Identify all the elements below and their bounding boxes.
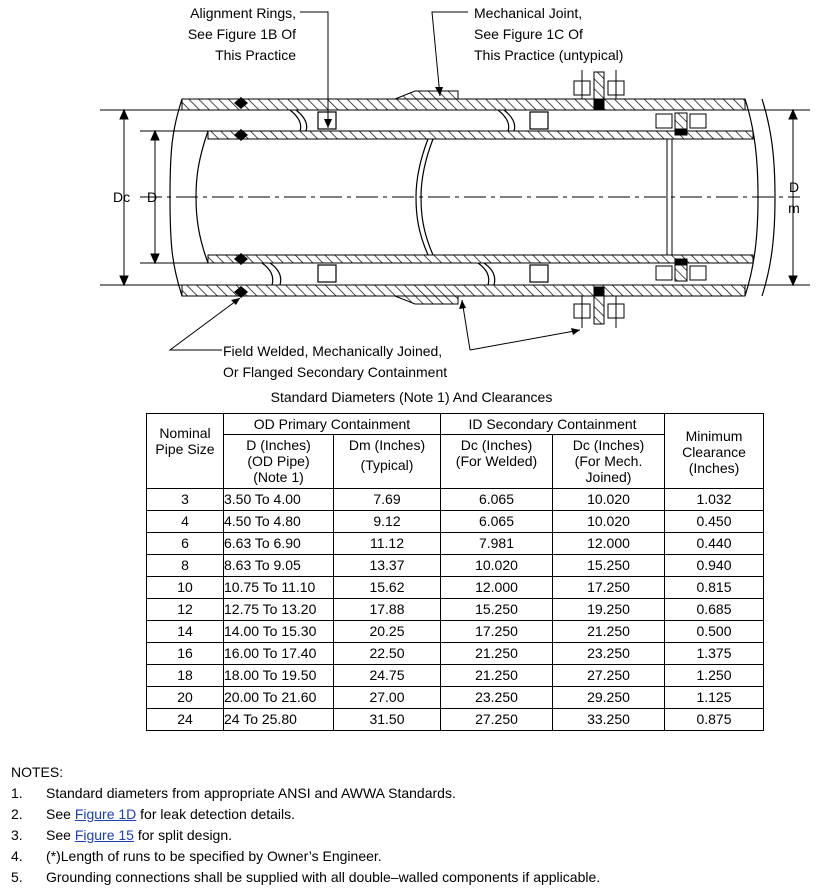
callout-field-line-1: Field Welded, Mechanically Joined, [223, 343, 443, 359]
outer-pipe-top-wall [182, 99, 745, 110]
cell-od-range: 10.75 To 11.10 [224, 577, 334, 599]
note-item [11, 804, 296, 825]
callout-mechanical-joint [474, 3, 623, 66]
cell-clearance: 0.685 [665, 599, 764, 621]
table-row [147, 599, 764, 621]
header-d-line-2: (OD Pipe) [247, 453, 310, 469]
cell-od-range: 20.00 To 21.60 [224, 687, 334, 709]
figure-1d-link[interactable]: Figure 1D [74, 806, 137, 822]
header-nominal-line-2: Pipe Size [155, 441, 215, 457]
cell-clearance: 0.450 [665, 511, 764, 533]
cell-dc-mech: 10.020 [553, 489, 665, 511]
header-dc-welded-line-2: (For Welded) [455, 453, 538, 469]
cell-dc-mech: 27.250 [553, 665, 665, 687]
cell-dc-mech: 23.250 [553, 643, 665, 665]
note-text-post: for leak detection details. [136, 806, 296, 822]
note-text-pre: See [46, 806, 75, 822]
table-caption: Standard Diameters (Note 1) And Clearances [270, 389, 553, 405]
figure-15-link[interactable]: Figure 15 [74, 827, 134, 843]
cell-dm: 31.50 [334, 709, 441, 731]
cell-dc-welded: 21.250 [441, 665, 553, 687]
note-number: 2. [11, 806, 23, 822]
cell-dc-welded: 17.250 [441, 621, 553, 643]
dimension-dm-line-1: D [788, 179, 800, 195]
cell-pipe-size: 3 [147, 489, 224, 511]
header-dm-line-2: (Typical) [360, 457, 414, 473]
header-dc-mech [553, 435, 665, 489]
callout-joint-line-3: This Practice (untypical) [474, 47, 624, 63]
header-dc-welded [441, 435, 553, 489]
table-row [147, 533, 764, 555]
cell-od-range: 4.50 To 4.80 [224, 511, 334, 533]
cell-clearance: 0.875 [665, 709, 764, 731]
header-clearance-line-2: Clearance [682, 444, 746, 460]
table-row [147, 665, 764, 687]
note-number: 3. [11, 827, 23, 843]
header-clearance-line-1: Minimum [685, 428, 743, 444]
header-dc-mech-line-1: Dc (Inches) [572, 437, 645, 453]
cell-pipe-size: 16 [147, 643, 224, 665]
table-row [147, 555, 764, 577]
note-item [11, 867, 601, 888]
cell-dc-mech: 12.000 [553, 533, 665, 555]
notes-heading: NOTES: [11, 764, 64, 780]
cell-dc-mech: 17.250 [553, 577, 665, 599]
cell-od-range: 24 To 25.80 [224, 709, 334, 731]
cell-dc-welded: 12.000 [441, 577, 553, 599]
header-dm [334, 435, 441, 489]
inner-pipe-bottom-wall [208, 255, 753, 263]
dimension-dm-label [787, 177, 801, 219]
cell-dc-welded: 10.020 [441, 555, 553, 577]
cell-pipe-size: 20 [147, 687, 224, 709]
cell-dc-welded: 23.250 [441, 687, 553, 709]
cell-dm: 27.00 [334, 687, 441, 709]
cell-clearance: 1.032 [665, 489, 764, 511]
table-row [147, 577, 764, 599]
cell-od-range: 8.63 To 9.05 [224, 555, 334, 577]
cell-od-range: 16.00 To 17.40 [224, 643, 334, 665]
cell-clearance: 1.250 [665, 665, 764, 687]
cell-dm: 24.75 [334, 665, 441, 687]
cell-dc-welded: 15.250 [441, 599, 553, 621]
cell-dc-mech: 33.250 [553, 709, 665, 731]
cell-clearance: 0.940 [665, 555, 764, 577]
header-d [224, 435, 334, 489]
header-clearance-line-3: (Inches) [688, 460, 740, 476]
cell-dc-mech: 19.250 [553, 599, 665, 621]
cell-clearance: 0.815 [665, 577, 764, 599]
cell-od-range: 18.00 To 19.50 [224, 665, 334, 687]
callout-alignment-line-2: See Figure 1B Of [187, 26, 296, 42]
callout-alignment-rings [170, 3, 296, 66]
standard-diameters-table [146, 413, 764, 731]
header-dm-line-1: Dm (Inches) [348, 437, 426, 453]
cell-dc-mech: 29.250 [553, 687, 665, 709]
callout-alignment-line-1: Alignment Rings, [190, 5, 296, 21]
header-d-line-1: D (Inches) [246, 437, 311, 453]
table-row [147, 621, 764, 643]
callout-joint-line-1: Mechanical Joint, [474, 5, 583, 21]
callout-alignment-line-3: This Practice [215, 47, 296, 63]
note-item [11, 825, 233, 846]
cell-dc-welded: 7.981 [441, 533, 553, 555]
cell-od-range: 3.50 To 4.00 [224, 489, 334, 511]
table-row [147, 687, 764, 709]
note-number: 4. [11, 848, 23, 864]
note-text-post: for split design. [133, 827, 233, 843]
cell-dc-welded: 6.065 [441, 511, 553, 533]
cell-dm: 17.88 [334, 599, 441, 621]
cell-pipe-size: 24 [147, 709, 224, 731]
note-text: Grounding connections shall be supplied with all double–walled components if applicable. [46, 869, 601, 885]
header-clearance [665, 414, 764, 489]
callout-joint-line-2: See Figure 1C Of [474, 26, 583, 42]
cell-dm: 7.69 [334, 489, 441, 511]
cell-dm: 13.37 [334, 555, 441, 577]
header-d-line-3: (Note 1) [253, 469, 304, 485]
dimension-dc-label: Dc [113, 189, 131, 205]
note-number: 1. [11, 785, 23, 801]
note-text: (*)Length of runs to be specified by Owner’s Engineer. [46, 848, 382, 864]
cell-pipe-size: 8 [147, 555, 224, 577]
callout-field-welded [223, 341, 447, 383]
header-group-primary: OD Primary Containment [224, 414, 441, 435]
note-item [11, 783, 456, 804]
cell-pipe-size: 18 [147, 665, 224, 687]
cell-dc-welded: 6.065 [441, 489, 553, 511]
cell-pipe-size: 12 [147, 599, 224, 621]
joint-sleeve-bottom [395, 296, 458, 304]
cell-dc-welded: 27.250 [441, 709, 553, 731]
cell-clearance: 1.375 [665, 643, 764, 665]
cell-dm: 9.12 [334, 511, 441, 533]
cell-dc-welded: 21.250 [441, 643, 553, 665]
header-group-secondary: ID Secondary Containment [441, 414, 665, 435]
note-text-pre: See [46, 827, 75, 843]
joint-sleeve-top [395, 91, 458, 99]
header-dc-welded-line-1: Dc (Inches) [460, 437, 533, 453]
note-item [11, 846, 382, 867]
cell-dc-mech: 10.020 [553, 511, 665, 533]
header-dc-mech-line-3: Joined) [585, 469, 632, 485]
cell-pipe-size: 10 [147, 577, 224, 599]
table-row [147, 709, 764, 731]
outer-pipe-bottom-wall [182, 285, 745, 296]
header-dc-mech-line-2: (For Mech. [574, 453, 643, 469]
cell-clearance: 0.440 [665, 533, 764, 555]
header-nominal-line-1: Nominal [159, 425, 211, 441]
header-nominal [147, 414, 224, 489]
note-text [46, 804, 295, 825]
note-number: 5. [11, 869, 23, 885]
notes-section [11, 762, 601, 888]
inner-pipe-top-wall [208, 131, 753, 139]
cell-pipe-size: 14 [147, 621, 224, 643]
cell-od-range: 6.63 To 6.90 [224, 533, 334, 555]
note-text [46, 825, 232, 846]
table-row [147, 643, 764, 665]
callout-field-line-2: Or Flanged Secondary Containment [223, 364, 448, 380]
table-row [147, 511, 764, 533]
note-text: Standard diameters from appropriate ANSI and AWWA Standards. [46, 785, 456, 801]
cell-clearance: 0.500 [665, 621, 764, 643]
cell-od-range: 12.75 To 13.20 [224, 599, 334, 621]
cell-pipe-size: 4 [147, 511, 224, 533]
cell-dm: 20.25 [334, 621, 441, 643]
cell-clearance: 1.125 [665, 687, 764, 709]
cell-dc-mech: 21.250 [553, 621, 665, 643]
cell-pipe-size: 6 [147, 533, 224, 555]
cell-dm: 11.12 [334, 533, 441, 555]
cell-dc-mech: 15.250 [553, 555, 665, 577]
dimension-dm-line-2: m [788, 200, 800, 216]
table-row [147, 489, 764, 511]
cell-dm: 15.62 [334, 577, 441, 599]
cell-od-range: 14.00 To 15.30 [224, 621, 334, 643]
cell-dm: 22.50 [334, 643, 441, 665]
dimension-d-label: D [147, 189, 158, 205]
